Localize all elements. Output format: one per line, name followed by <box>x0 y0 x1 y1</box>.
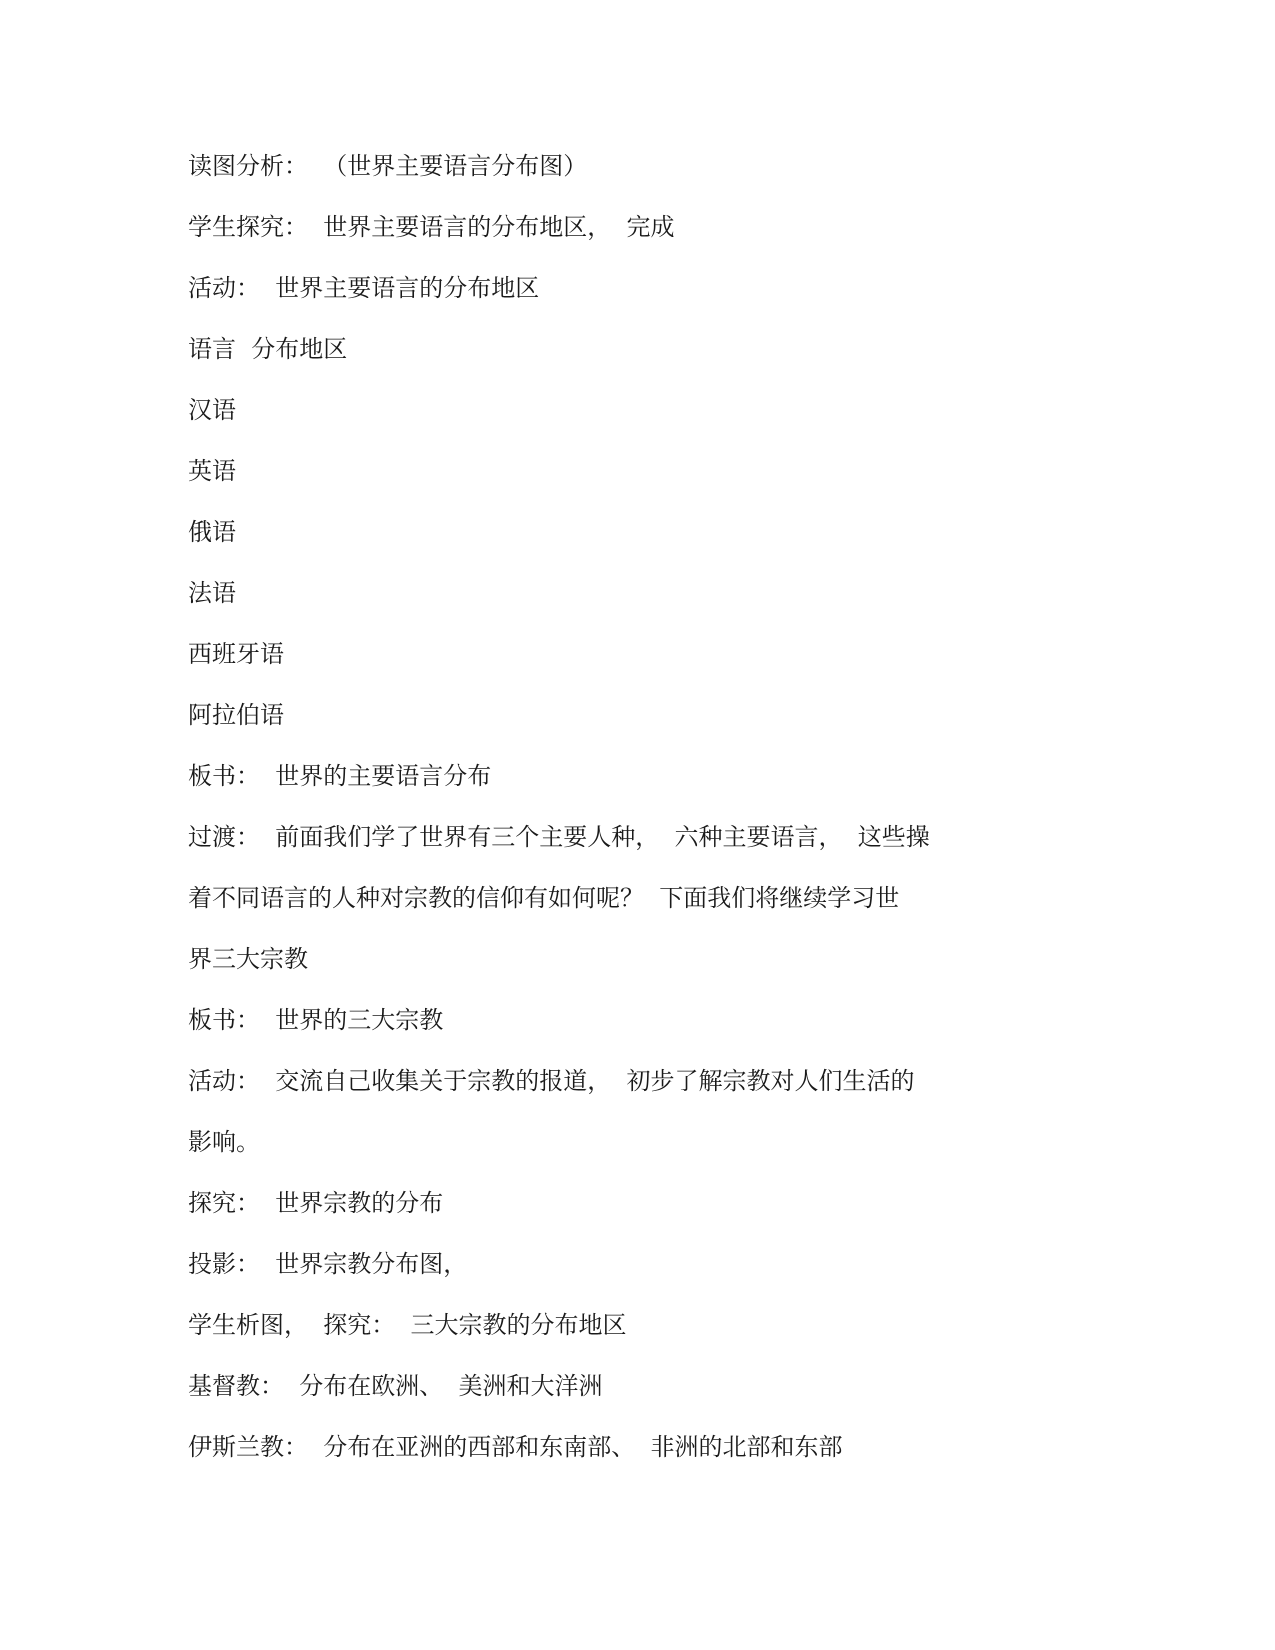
text-line-activity-languages: 活动： 世界主要语言的分布地区 <box>188 274 540 302</box>
text-line-activity-religion-1: 活动： 交流自己收集关于宗教的报道， 初步了解宗教对人们生活的 <box>188 1067 915 1095</box>
text-line-projection: 投影： 世界宗教分布图， <box>188 1250 468 1278</box>
language-item-english: 英语 <box>188 457 236 485</box>
text-line-transition-1: 过渡： 前面我们学了世界有三个主要人种， 六种主要语言， 这些操 <box>188 823 930 851</box>
text-line-christianity: 基督教： 分布在欧洲、 美洲和大洋洲 <box>188 1372 603 1400</box>
language-item-chinese: 汉语 <box>188 396 236 424</box>
text-line-transition-3: 界三大宗教 <box>188 945 308 973</box>
table-header-line: 语言 分布地区 <box>188 335 348 363</box>
language-item-french: 法语 <box>188 579 236 607</box>
text-line-activity-religion-2: 影响。 <box>188 1128 260 1156</box>
text-line-inquiry-religion: 探究： 世界宗教的分布 <box>188 1189 444 1217</box>
text-line-board-languages: 板书： 世界的主要语言分布 <box>188 762 492 790</box>
text-line-student-inquiry: 学生探究： 世界主要语言的分布地区， 完成 <box>188 213 675 241</box>
language-item-spanish: 西班牙语 <box>188 640 284 668</box>
document-body <box>188 146 968 1488</box>
text-line-board-religions: 板书： 世界的三大宗教 <box>188 1006 444 1034</box>
language-item-arabic: 阿拉伯语 <box>188 701 284 729</box>
text-line-transition-2: 着不同语言的人种对宗教的信仰有如何呢？ 下面我们将继续学习世 <box>188 884 900 912</box>
text-line-student-analysis: 学生析图， 探究： 三大宗教的分布地区 <box>188 1311 627 1339</box>
text-line-islam: 伊斯兰教： 分布在亚洲的西部和东南部、 非洲的北部和东部 <box>188 1433 843 1461</box>
text-line-reading-analysis: 读图分析： （世界主要语言分布图） <box>188 152 588 180</box>
language-item-russian: 俄语 <box>188 518 236 546</box>
